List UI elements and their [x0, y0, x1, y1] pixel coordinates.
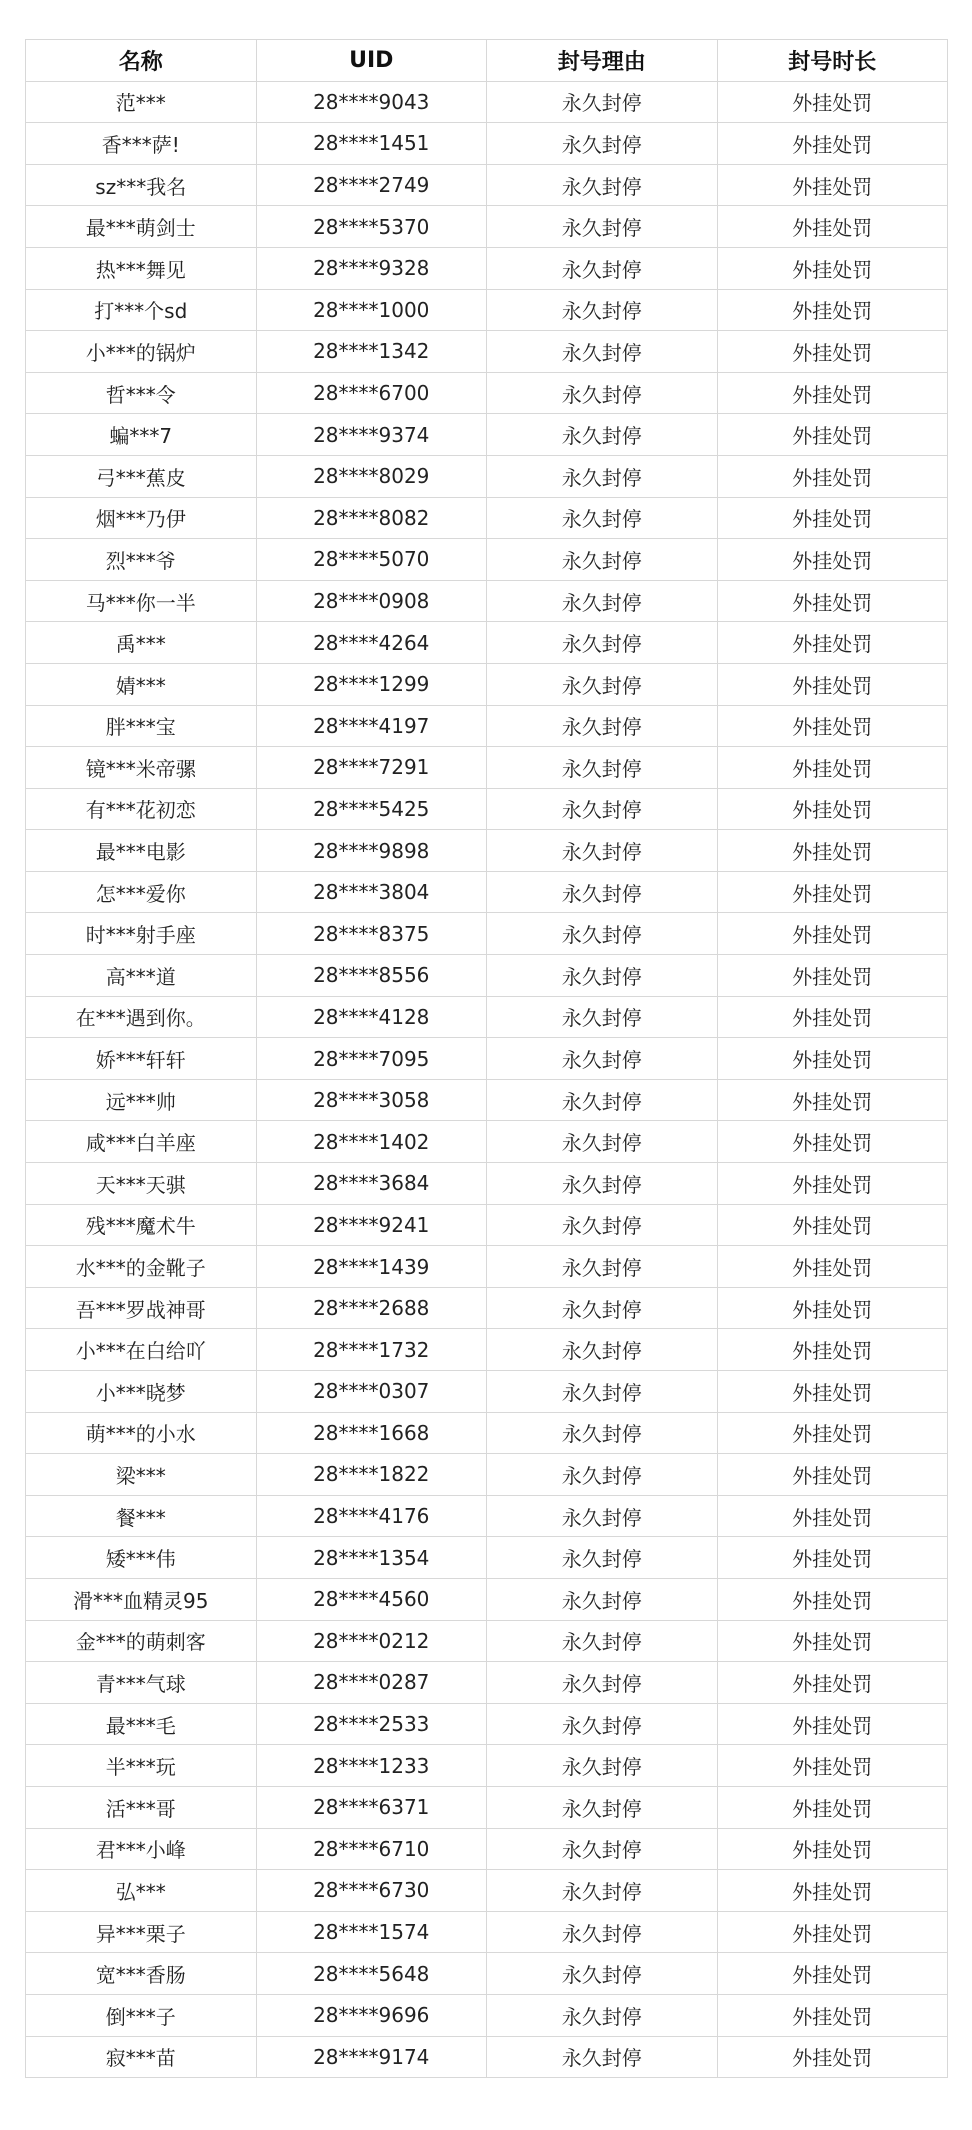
- cell-duration: 外挂处罚: [717, 289, 948, 331]
- table-row: [26, 788, 948, 830]
- cell-name: 残***魔术牛: [26, 1204, 257, 1246]
- cell-name: 最***电影: [26, 830, 257, 872]
- cell-name: 倒***子: [26, 1994, 257, 2036]
- table-row: [26, 1163, 948, 1205]
- cell-reason: 永久封停: [487, 1121, 718, 1163]
- cell-name: 滑***血精灵95: [26, 1578, 257, 1620]
- cell-name: 小***在白给吖: [26, 1329, 257, 1371]
- cell-name: 范***: [26, 81, 257, 123]
- cell-reason: 永久封停: [487, 1662, 718, 1704]
- cell-duration: 外挂处罚: [717, 913, 948, 955]
- cell-name: 吾***罗战神哥: [26, 1287, 257, 1329]
- cell-name: 在***遇到你。: [26, 996, 257, 1038]
- table-row: [26, 1745, 948, 1787]
- cell-duration: 外挂处罚: [717, 1038, 948, 1080]
- cell-name: 哲***令: [26, 372, 257, 414]
- column-header-duration: 封号时长: [717, 40, 948, 82]
- cell-reason: 永久封停: [487, 747, 718, 789]
- table-row: [26, 1287, 948, 1329]
- table-body: [26, 81, 948, 2078]
- cell-name: sz***我名: [26, 164, 257, 206]
- cell-duration: 外挂处罚: [717, 1620, 948, 1662]
- cell-name: 热***舞见: [26, 247, 257, 289]
- cell-duration: 外挂处罚: [717, 996, 948, 1038]
- cell-name: 马***你一半: [26, 580, 257, 622]
- table-row: [26, 1703, 948, 1745]
- table-row: [26, 705, 948, 747]
- table-row: [26, 1038, 948, 1080]
- cell-uid: 28****4128: [256, 996, 487, 1038]
- cell-reason: 永久封停: [487, 1994, 718, 2036]
- cell-reason: 永久封停: [487, 123, 718, 165]
- cell-reason: 永久封停: [487, 164, 718, 206]
- cell-reason: 永久封停: [487, 788, 718, 830]
- cell-duration: 外挂处罚: [717, 830, 948, 872]
- cell-reason: 永久封停: [487, 955, 718, 997]
- table-row: [26, 164, 948, 206]
- cell-uid: 28****5370: [256, 206, 487, 248]
- table-row: [26, 497, 948, 539]
- table-row: [26, 913, 948, 955]
- cell-name: 异***栗子: [26, 1911, 257, 1953]
- cell-name: 胖***宝: [26, 705, 257, 747]
- table-row: [26, 1578, 948, 1620]
- table-row: [26, 1079, 948, 1121]
- cell-uid: 28****8556: [256, 955, 487, 997]
- table-row: [26, 1121, 948, 1163]
- cell-uid: 28****9043: [256, 81, 487, 123]
- cell-reason: 永久封停: [487, 1703, 718, 1745]
- cell-reason: 永久封停: [487, 1537, 718, 1579]
- table-row: [26, 1246, 948, 1288]
- cell-uid: 28****1354: [256, 1537, 487, 1579]
- cell-reason: 永久封停: [487, 1786, 718, 1828]
- cell-reason: 永久封停: [487, 1246, 718, 1288]
- table-row: [26, 955, 948, 997]
- table-row: [26, 580, 948, 622]
- cell-reason: 永久封停: [487, 663, 718, 705]
- cell-reason: 永久封停: [487, 206, 718, 248]
- cell-reason: 永久封停: [487, 1371, 718, 1413]
- cell-duration: 外挂处罚: [717, 1163, 948, 1205]
- cell-duration: 外挂处罚: [717, 206, 948, 248]
- cell-reason: 永久封停: [487, 1828, 718, 1870]
- cell-uid: 28****3684: [256, 1163, 487, 1205]
- table-row: [26, 206, 948, 248]
- column-header-name: 名称: [26, 40, 257, 82]
- cell-duration: 外挂处罚: [717, 1870, 948, 1912]
- cell-uid: 28****2533: [256, 1703, 487, 1745]
- cell-duration: 外挂处罚: [717, 1287, 948, 1329]
- cell-duration: 外挂处罚: [717, 2036, 948, 2078]
- cell-reason: 永久封停: [487, 1620, 718, 1662]
- table-row: [26, 830, 948, 872]
- table-row: [26, 1870, 948, 1912]
- cell-reason: 永久封停: [487, 497, 718, 539]
- cell-duration: 外挂处罚: [717, 81, 948, 123]
- table-row: [26, 455, 948, 497]
- cell-uid: 28****0307: [256, 1371, 487, 1413]
- table-row: [26, 289, 948, 331]
- cell-reason: 永久封停: [487, 1454, 718, 1496]
- cell-duration: 外挂处罚: [717, 372, 948, 414]
- cell-uid: 28****7291: [256, 747, 487, 789]
- cell-name: 有***花初恋: [26, 788, 257, 830]
- cell-name: 怎***爱你: [26, 871, 257, 913]
- cell-reason: 永久封停: [487, 1953, 718, 1995]
- cell-uid: 28****8082: [256, 497, 487, 539]
- cell-reason: 永久封停: [487, 1412, 718, 1454]
- cell-duration: 外挂处罚: [717, 123, 948, 165]
- cell-name: 婧***: [26, 663, 257, 705]
- cell-name: 餐***: [26, 1495, 257, 1537]
- cell-reason: 永久封停: [487, 580, 718, 622]
- cell-uid: 28****4560: [256, 1578, 487, 1620]
- cell-duration: 外挂处罚: [717, 1371, 948, 1413]
- cell-reason: 永久封停: [487, 1163, 718, 1205]
- cell-uid: 28****3804: [256, 871, 487, 913]
- cell-duration: 外挂处罚: [717, 1121, 948, 1163]
- cell-reason: 永久封停: [487, 1495, 718, 1537]
- cell-reason: 永久封停: [487, 81, 718, 123]
- cell-duration: 外挂处罚: [717, 1412, 948, 1454]
- cell-duration: 外挂处罚: [717, 539, 948, 581]
- cell-reason: 永久封停: [487, 1911, 718, 1953]
- cell-reason: 永久封停: [487, 289, 718, 331]
- cell-name: 烈***爷: [26, 539, 257, 581]
- cell-name: 娇***轩轩: [26, 1038, 257, 1080]
- table-row: [26, 1828, 948, 1870]
- table-header: [26, 40, 948, 82]
- cell-name: 梁***: [26, 1454, 257, 1496]
- table-row: [26, 247, 948, 289]
- cell-reason: 永久封停: [487, 1578, 718, 1620]
- cell-name: 半***玩: [26, 1745, 257, 1787]
- table-row: [26, 1911, 948, 1953]
- table-row: [26, 1412, 948, 1454]
- table-row: [26, 1994, 948, 2036]
- cell-name: 青***气球: [26, 1662, 257, 1704]
- table-row: [26, 372, 948, 414]
- table-row: [26, 1953, 948, 1995]
- cell-name: 小***晓梦: [26, 1371, 257, 1413]
- cell-duration: 外挂处罚: [717, 1329, 948, 1371]
- cell-name: 寂***苗: [26, 2036, 257, 2078]
- cell-duration: 外挂处罚: [717, 663, 948, 705]
- cell-reason: 永久封停: [487, 622, 718, 664]
- cell-reason: 永久封停: [487, 2036, 718, 2078]
- cell-duration: 外挂处罚: [717, 871, 948, 913]
- cell-uid: 28****9898: [256, 830, 487, 872]
- cell-uid: 28****8029: [256, 455, 487, 497]
- cell-reason: 永久封停: [487, 1870, 718, 1912]
- table-row: [26, 1786, 948, 1828]
- cell-name: 君***小峰: [26, 1828, 257, 1870]
- cell-reason: 永久封停: [487, 1745, 718, 1787]
- cell-duration: 外挂处罚: [717, 1246, 948, 1288]
- cell-uid: 28****1402: [256, 1121, 487, 1163]
- cell-uid: 28****0287: [256, 1662, 487, 1704]
- table-row: [26, 81, 948, 123]
- cell-duration: 外挂处罚: [717, 1953, 948, 1995]
- cell-uid: 28****1233: [256, 1745, 487, 1787]
- table-row: [26, 996, 948, 1038]
- cell-uid: 28****0908: [256, 580, 487, 622]
- cell-duration: 外挂处罚: [717, 455, 948, 497]
- cell-uid: 28****1668: [256, 1412, 487, 1454]
- cell-duration: 外挂处罚: [717, 1204, 948, 1246]
- cell-uid: 28****1451: [256, 123, 487, 165]
- cell-name: 水***的金靴子: [26, 1246, 257, 1288]
- cell-uid: 28****5648: [256, 1953, 487, 1995]
- cell-duration: 外挂处罚: [717, 1495, 948, 1537]
- cell-uid: 28****9374: [256, 414, 487, 456]
- cell-name: 天***天骐: [26, 1163, 257, 1205]
- cell-name: 蝙***7: [26, 414, 257, 456]
- cell-uid: 28****9696: [256, 1994, 487, 2036]
- column-header-reason: 封号理由: [487, 40, 718, 82]
- cell-duration: 外挂处罚: [717, 705, 948, 747]
- table-row: [26, 414, 948, 456]
- cell-duration: 外挂处罚: [717, 1537, 948, 1579]
- cell-uid: 28****9241: [256, 1204, 487, 1246]
- cell-reason: 永久封停: [487, 913, 718, 955]
- table-row: [26, 1454, 948, 1496]
- cell-duration: 外挂处罚: [717, 1079, 948, 1121]
- cell-reason: 永久封停: [487, 455, 718, 497]
- cell-uid: 28****1732: [256, 1329, 487, 1371]
- cell-name: 时***射手座: [26, 913, 257, 955]
- cell-duration: 外挂处罚: [717, 1994, 948, 2036]
- cell-name: 打***个sd: [26, 289, 257, 331]
- table-row: [26, 1662, 948, 1704]
- cell-name: 禹***: [26, 622, 257, 664]
- cell-duration: 外挂处罚: [717, 580, 948, 622]
- cell-uid: 28****4264: [256, 622, 487, 664]
- cell-name: 活***哥: [26, 1786, 257, 1828]
- table-row: [26, 622, 948, 664]
- cell-uid: 28****4197: [256, 705, 487, 747]
- cell-reason: 永久封停: [487, 830, 718, 872]
- ban-list-table: [25, 39, 948, 2078]
- cell-name: 萌***的小水: [26, 1412, 257, 1454]
- cell-reason: 永久封停: [487, 331, 718, 373]
- cell-reason: 永久封停: [487, 996, 718, 1038]
- cell-duration: 外挂处罚: [717, 247, 948, 289]
- cell-name: 高***道: [26, 955, 257, 997]
- cell-duration: 外挂处罚: [717, 747, 948, 789]
- cell-duration: 外挂处罚: [717, 1911, 948, 1953]
- table-row: [26, 1537, 948, 1579]
- table-row: [26, 1495, 948, 1537]
- cell-uid: 28****2688: [256, 1287, 487, 1329]
- cell-uid: 28****6710: [256, 1828, 487, 1870]
- table-row: [26, 871, 948, 913]
- cell-uid: 28****7095: [256, 1038, 487, 1080]
- cell-name: 矮***伟: [26, 1537, 257, 1579]
- cell-name: 小***的锅炉: [26, 331, 257, 373]
- cell-uid: 28****1439: [256, 1246, 487, 1288]
- cell-uid: 28****1342: [256, 331, 487, 373]
- cell-uid: 28****1299: [256, 663, 487, 705]
- cell-reason: 永久封停: [487, 1287, 718, 1329]
- cell-duration: 外挂处罚: [717, 1662, 948, 1704]
- cell-duration: 外挂处罚: [717, 414, 948, 456]
- cell-duration: 外挂处罚: [717, 622, 948, 664]
- table-row: [26, 1620, 948, 1662]
- cell-duration: 外挂处罚: [717, 164, 948, 206]
- header-row: [26, 40, 948, 82]
- column-header-uid: UID: [256, 40, 487, 82]
- cell-name: 最***萌剑士: [26, 206, 257, 248]
- cell-duration: 外挂处罚: [717, 955, 948, 997]
- cell-uid: 28****8375: [256, 913, 487, 955]
- cell-name: 宽***香肠: [26, 1953, 257, 1995]
- cell-name: 咸***白羊座: [26, 1121, 257, 1163]
- cell-uid: 28****9328: [256, 247, 487, 289]
- cell-duration: 外挂处罚: [717, 1745, 948, 1787]
- cell-uid: 28****1574: [256, 1911, 487, 1953]
- cell-reason: 永久封停: [487, 1329, 718, 1371]
- cell-uid: 28****6700: [256, 372, 487, 414]
- cell-uid: 28****3058: [256, 1079, 487, 1121]
- cell-reason: 永久封停: [487, 1038, 718, 1080]
- cell-duration: 外挂处罚: [717, 331, 948, 373]
- cell-reason: 永久封停: [487, 247, 718, 289]
- table-row: [26, 539, 948, 581]
- table-row: [26, 663, 948, 705]
- cell-duration: 外挂处罚: [717, 1786, 948, 1828]
- cell-reason: 永久封停: [487, 705, 718, 747]
- cell-uid: 28****5070: [256, 539, 487, 581]
- cell-duration: 外挂处罚: [717, 497, 948, 539]
- table-row: [26, 747, 948, 789]
- table-row: [26, 1204, 948, 1246]
- table-row: [26, 2036, 948, 2078]
- cell-duration: 外挂处罚: [717, 1828, 948, 1870]
- cell-uid: 28****9174: [256, 2036, 487, 2078]
- cell-uid: 28****1000: [256, 289, 487, 331]
- cell-uid: 28****0212: [256, 1620, 487, 1662]
- cell-duration: 外挂处罚: [717, 1703, 948, 1745]
- cell-name: 香***萨!: [26, 123, 257, 165]
- cell-uid: 28****5425: [256, 788, 487, 830]
- cell-uid: 28****4176: [256, 1495, 487, 1537]
- cell-reason: 永久封停: [487, 1079, 718, 1121]
- cell-uid: 28****1822: [256, 1454, 487, 1496]
- cell-uid: 28****6371: [256, 1786, 487, 1828]
- cell-name: 金***的萌刺客: [26, 1620, 257, 1662]
- cell-reason: 永久封停: [487, 539, 718, 581]
- cell-duration: 外挂处罚: [717, 1578, 948, 1620]
- cell-duration: 外挂处罚: [717, 1454, 948, 1496]
- cell-name: 弘***: [26, 1870, 257, 1912]
- cell-uid: 28****2749: [256, 164, 487, 206]
- cell-name: 最***毛: [26, 1703, 257, 1745]
- cell-reason: 永久封停: [487, 372, 718, 414]
- cell-name: 弓***蕉皮: [26, 455, 257, 497]
- cell-name: 镜***米帝骡: [26, 747, 257, 789]
- cell-reason: 永久封停: [487, 414, 718, 456]
- table-row: [26, 1371, 948, 1413]
- table-row: [26, 1329, 948, 1371]
- cell-reason: 永久封停: [487, 871, 718, 913]
- cell-name: 烟***乃伊: [26, 497, 257, 539]
- cell-name: 远***帅: [26, 1079, 257, 1121]
- cell-uid: 28****6730: [256, 1870, 487, 1912]
- cell-reason: 永久封停: [487, 1204, 718, 1246]
- table-row: [26, 123, 948, 165]
- cell-duration: 外挂处罚: [717, 788, 948, 830]
- table-row: [26, 331, 948, 373]
